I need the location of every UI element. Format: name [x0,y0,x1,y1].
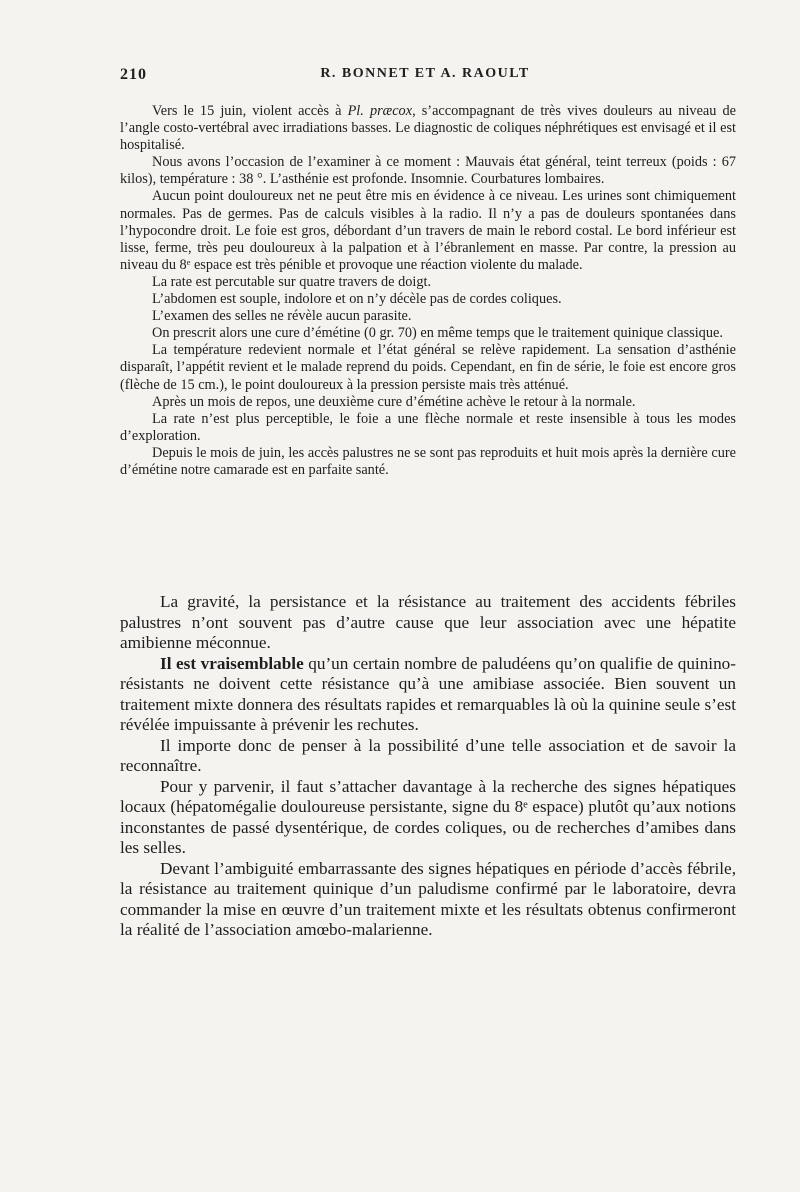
discussion-paragraph: Pour y parvenir, il faut s’attacher davantage à la recherche des signes hépatiques locaux (hépatomégalie douloureuse persistante, signe du 8ᵉ espace) plutôt qu’aux notions inconstantes de passé dysentérique, de cordes coliques, ou de recherches d’amibes dans les selles. [120,776,736,857]
running-head: R. BONNET ET A. RAOULT [320,66,530,81]
case-report [120,103,736,479]
discussion-paragraph: Il est vraisemblable qu’un certain nombre de paludéens qu’on qualifie de quinino-résistants ne doivent cette résistance qu’à une amibiase associée. Bien souvent un traitement mixte donnera des résultats rapides et remarquables là où la quinine seule s’est révélée impuissante à prévenir les rechutes. [120,653,736,734]
case-paragraph: L’abdomen est souple, indolore et on n’y décèle pas de cordes coliques. [152,291,562,308]
case-paragraph: On prescrit alors une cure d’émétine (0 gr. 70) en même temps que le traitement quinique classique. [152,325,723,342]
case-paragraph: La température redevient normale et l’état général se relève rapidement. La sensation d’asthénie disparaît, l’appétit revient et le malade reprend du poids. Cependant, en fin de série, le foie est encore gros (flèche de 15 cm.), le point douloureux à la pression persiste mais très atténué. [120,342,736,393]
discussion-paragraph: La gravité, la persistance et la résistance au traitement des accidents fébriles palustres n’ont souvent pas d’autre cause que leur association avec une hépatite amibienne méconnue. [120,592,736,652]
discussion-paragraph: Devant l’ambiguité embarrassante des signes hépatiques en période d’accès fébrile, la résistance au traitement quinique d’un paludisme confirmé par le laboratoire, devra commander la mise en œuvre d’un traitement mixte et les résultats obtenus confirmeront la réalité de l’association amœbo-malarienne. [120,858,736,939]
case-paragraph: Depuis le mois de juin, les accès palustres ne se sont pas reproduits et huit mois après la dernière cure d’émétine notre camarade est en parfaite santé. [120,444,736,478]
case-paragraph: Vers le 15 juin, violent accès à Pl. præcox, s’accompagnant de très vives douleurs au niveau de l’angle costo-vertébral avec irradiations basses. Le diagnostic de coliques néphrétiques est envisagé et il est hospitalisé. [120,103,737,154]
case-paragraph: La rate est percutable sur quatre travers de doigt. [152,273,432,290]
case-paragraph: Aucun point douloureux net ne peut être mis en évidence à ce niveau. Les urines sont chimiquement normales. Pas de germes. Pas de calculs visibles à la radio. Il n’y a pas de douleurs spontanées dans l’hypocondre droit. Le foie est gros, débordant d’un travers de main le rebord costal. Le bord inférieur est lisse, ferme, très peu douloureux à la palpation et à l’ébranlement en masse. Par contre, la pression au niveau du 8ᵉ espace est très pénible et provoque une réaction violente du malade. [120,188,736,273]
discussion [120,592,736,941]
case-paragraph: La rate n’est plus perceptible, le foie a une flèche normale et reste insensible à tous les modes d’exploration. [120,410,736,444]
case-paragraph: Après un mois de repos, une deuxième cure d’émétine achève le retour à la normale. [152,393,636,410]
page-number: 210 [120,66,147,83]
lead-phrase: Il est vraisemblable [160,653,304,673]
case-paragraph: Nous avons l’occasion de l’examiner à ce moment : Mauvais état général, teint terreux (poids : 67 kilos), température : 38 °. L’asthénie est profonde. Insomnie. Courbatures lombaires. [120,154,736,188]
species-name: Pl. præcox [347,103,413,119]
case-paragraph: L’examen des selles ne révèle aucun parasite. [152,308,412,325]
page-header [120,66,730,86]
discussion-paragraph: Il importe donc de penser à la possibilité d’une telle association et de savoir la reconnaître. [120,735,736,775]
